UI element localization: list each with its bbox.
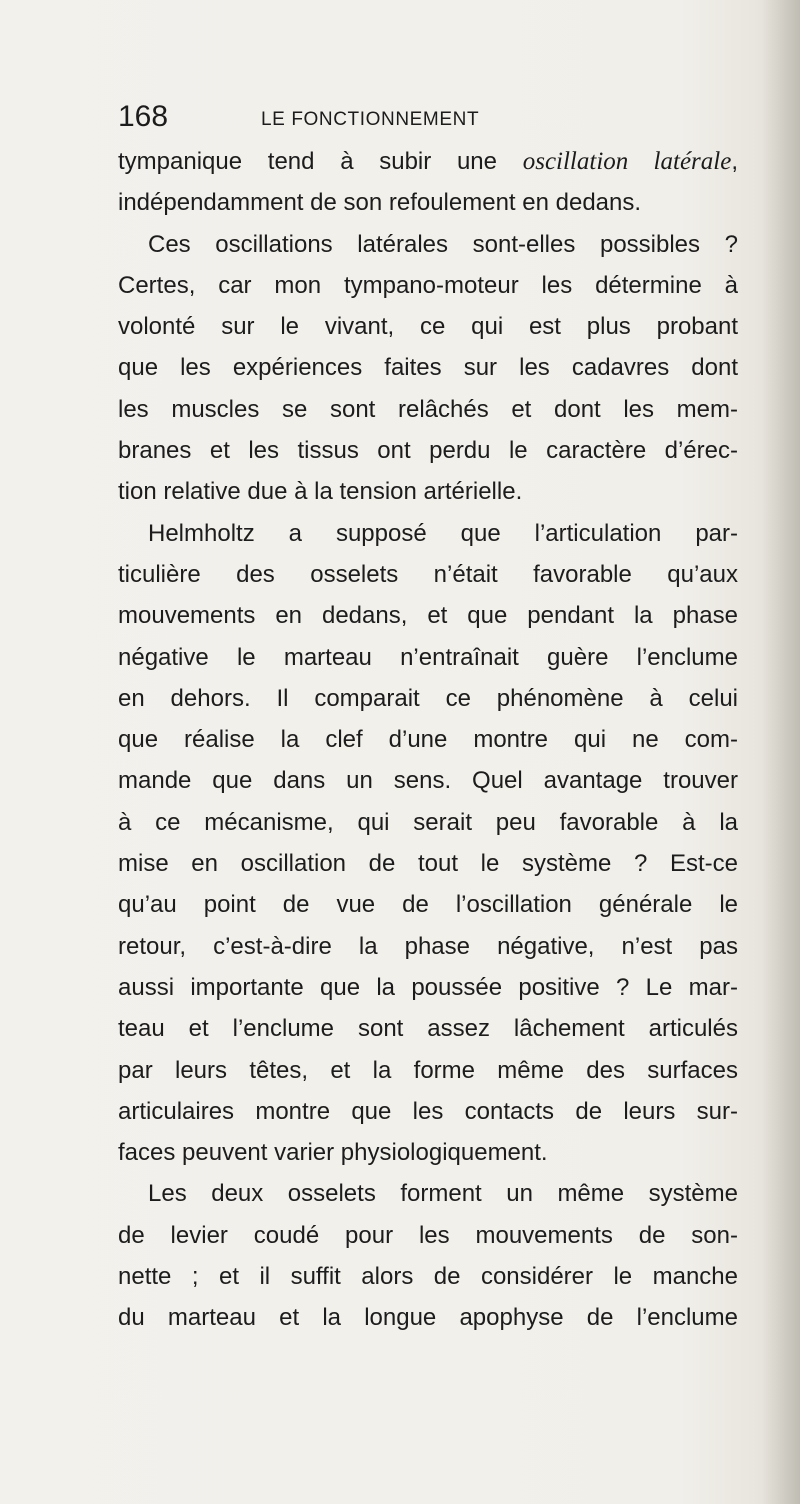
text-line: mise en oscillation de tout le système ? Est-ce xyxy=(118,850,738,878)
page-header xyxy=(0,100,800,140)
text-line: Les deux osselets forment un même système xyxy=(148,1180,738,1208)
text-line: à ce mécanisme, qui serait peu favorable à la xyxy=(118,808,738,836)
text-line: que réalise la clef d’une montre qui ne com- xyxy=(118,726,738,754)
binding-shadow xyxy=(762,0,800,1504)
text-line: retour, c’est-à-dire la phase négative, n’est pas xyxy=(118,932,738,960)
text-line: articulaires montre que les contacts de leurs sur- xyxy=(118,1097,738,1125)
text-line: indépendamment de son refoulement en dedans. xyxy=(118,189,642,217)
text-line: Ces oscillations latérales sont-elles possibles ? xyxy=(148,230,738,258)
text-line: ticulière des osselets n’était favorable qu’aux xyxy=(118,560,738,588)
text-line: teau et l’enclume sont assez lâchement articulés xyxy=(118,1015,738,1043)
text-line: que les expériences faites sur les cadavres dont xyxy=(118,354,738,382)
text-line: du marteau et la longue apophyse de l’enclume xyxy=(118,1304,738,1332)
running-head: LE FONCTIONNEMENT xyxy=(261,109,480,130)
body-text xyxy=(118,141,738,1339)
text-line: nette ; et il suffit alors de considérer le manche xyxy=(118,1263,738,1291)
text-line: faces peuvent varier physiologiquement. xyxy=(118,1139,548,1167)
text-line: par leurs têtes, et la forme même des surfaces xyxy=(118,1056,738,1084)
text-line: en dehors. Il comparait ce phénomène à celui xyxy=(118,684,738,712)
text-line: tion relative due à la tension artérielle. xyxy=(118,478,523,506)
page-number: 168 xyxy=(118,100,169,133)
italic-term: oscillation latérale xyxy=(522,148,732,175)
text-line: les muscles se sont relâchés et dont les mem- xyxy=(118,395,738,423)
text-line: mande que dans un sens. Quel avantage trouver xyxy=(118,767,738,795)
text-line: tympanique tend à subir une oscillation latérale, xyxy=(118,148,738,175)
text-line: négative le marteau n’entraînait guère l’enclume xyxy=(118,643,738,671)
text-line: Helmholtz a supposé que l’articulation par- xyxy=(148,519,738,547)
text-line: volonté sur le vivant, ce qui est plus probant xyxy=(118,313,738,341)
text-line: mouvements en dedans, et que pendant la phase xyxy=(118,602,738,630)
text-line: branes et les tissus ont perdu le caractère d’érec- xyxy=(118,437,738,465)
text-line: qu’au point de vue de l’oscillation générale le xyxy=(118,891,738,919)
text-line: aussi importante que la poussée positive ? Le mar- xyxy=(118,973,738,1001)
text-line: de levier coudé pour les mouvements de son- xyxy=(118,1221,738,1249)
text-line: Certes, car mon tympano-moteur les détermine à xyxy=(118,271,738,299)
